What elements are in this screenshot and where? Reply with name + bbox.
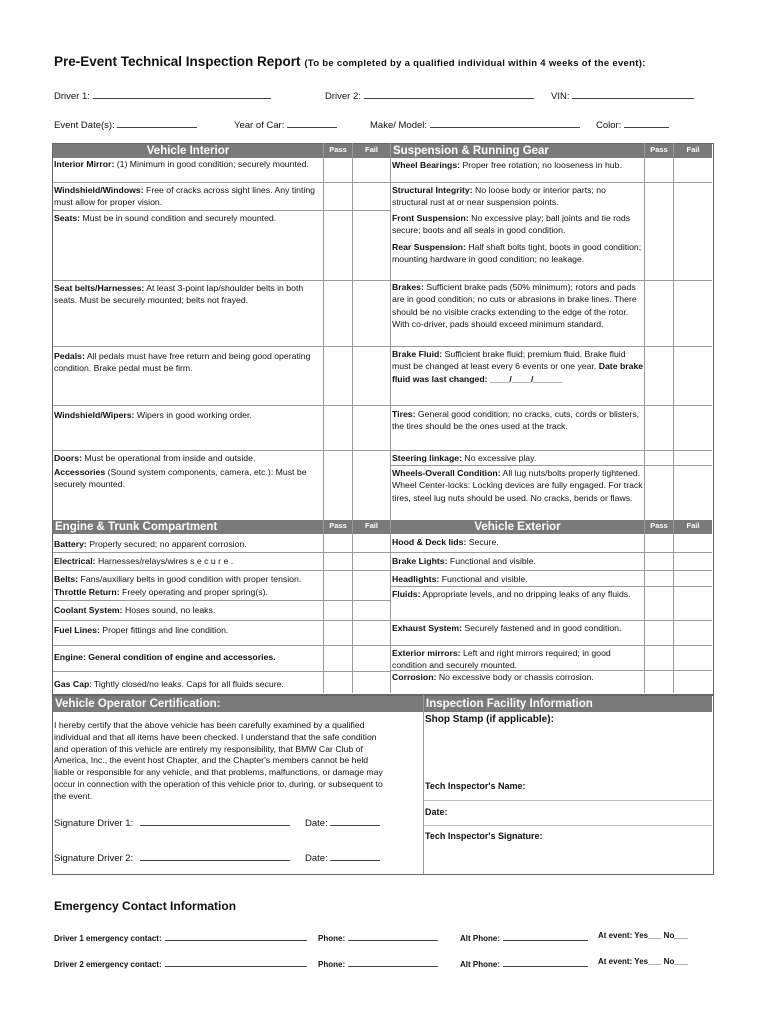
engine-heading-text: Engine & Trunk Compartment	[55, 521, 218, 533]
item-text: : Tightly closed/no leaks. Caps for all fluids secure.	[89, 679, 284, 689]
item-label: Hood & Deck lids:	[392, 537, 467, 547]
make-model-label: Make/ Model:	[370, 120, 428, 131]
item-text: Functional and visible.	[447, 556, 536, 566]
certification-heading-text: Vehicle Operator Certification:	[55, 698, 221, 710]
emergency-heading: Emergency Contact Information	[54, 899, 237, 913]
item-text: Proper free rotation; no looseness in hub.	[460, 160, 622, 170]
suspension-heading-text: Suspension & Running Gear	[393, 145, 549, 157]
item-steering-linkage	[392, 452, 644, 464]
suspension-fail-header: Fail	[674, 144, 712, 158]
item-interior-mirror	[54, 158, 322, 170]
item-text: No loose body or interior parts; no structural rust at or near suspension points.	[392, 185, 606, 208]
year-label: Year of Car:	[234, 120, 285, 131]
driver2-phone[interactable]	[318, 957, 438, 969]
item-label: Pedals:	[54, 351, 85, 361]
shop-stamp-label: Shop Stamp (if applicable):	[425, 714, 554, 725]
color-label: Color:	[596, 120, 622, 131]
driver1-label: Driver 1:	[54, 91, 90, 102]
item-corrosion	[392, 671, 644, 683]
item-text: No excessive body or chassis corrosion.	[436, 672, 594, 682]
item-text: Free of cracks across sight lines. Any tinting must allow for proper vision.	[54, 185, 316, 208]
certification-heading	[53, 696, 423, 712]
engine-fail-header: Fail	[353, 520, 390, 534]
interior-fail-header: Fail	[353, 144, 390, 158]
item-label: Seat belts/Harnesses:	[54, 283, 145, 293]
item-front-suspension	[392, 212, 644, 237]
date-label: Date:	[305, 818, 328, 829]
vehicle-interior-heading: Vehicle Interior	[53, 144, 323, 158]
item-text: Freely operating and proper spring(s).	[119, 587, 268, 597]
item-text: (Sound system components, camera, etc.): Must be securely mounted.	[54, 467, 307, 490]
driver1-alt-phone[interactable]	[460, 931, 588, 943]
signature-driver2[interactable]	[54, 851, 290, 864]
item-doors	[54, 452, 322, 464]
item-wheels	[392, 467, 644, 519]
item-fuel-lines	[54, 624, 322, 636]
facility-heading-text: Inspection Facility Information	[426, 698, 593, 710]
item-label: Fuel Lines:	[54, 625, 100, 635]
item-label: Tires:	[392, 409, 416, 419]
signature-driver1[interactable]	[54, 816, 290, 829]
item-label: Wheel Bearings:	[392, 160, 461, 170]
item-exterior-mirrors	[392, 647, 644, 672]
alt-phone-label: Alt Phone:	[460, 934, 500, 943]
title-main: Pre-Event Technical Inspection Report	[54, 54, 301, 69]
item-text: Secure.	[466, 537, 499, 547]
title-subtitle: (To be completed by a qualified individual within 4 weeks of the event):	[304, 58, 646, 69]
date-label: Date:	[305, 853, 328, 864]
phone-label: Phone:	[318, 960, 346, 969]
item-brake-lights	[392, 555, 644, 567]
signature-driver2-label: Signature Driver 2:	[54, 853, 134, 864]
item-accessories	[54, 466, 322, 491]
page-title	[54, 54, 646, 69]
item-text: Sufficient brake fluid; premium fluid. Brake fluid must be changed at least every 6 events or one year.	[392, 349, 626, 372]
item-text: General good condition; no cracks, cuts, cords or blisters, the tires should be the ones used at the track.	[392, 409, 640, 432]
item-electrical	[54, 555, 322, 567]
item-text: Fans/auxiliary belts in good condition with proper tension.	[78, 574, 302, 584]
item-label: Seats:	[54, 213, 81, 223]
item-exhaust-system	[392, 622, 644, 634]
item-coolant-system	[54, 604, 322, 616]
item-text: Functional and visible.	[439, 574, 528, 584]
vin-field[interactable]	[551, 89, 694, 102]
item-text: No excessive play; ball joints and tie rods secure; boots and all seals in good condition.	[392, 213, 631, 236]
item-brakes	[392, 281, 644, 330]
item-text: Must be operational from inside and outside.	[82, 453, 256, 463]
interior-pass-header: Pass	[324, 144, 352, 158]
item-label: Windshield/Windows:	[54, 185, 144, 195]
driver2-emergency-contact[interactable]	[54, 957, 307, 969]
item-label: Brake Lights:	[392, 556, 448, 566]
signature-driver1-date[interactable]	[305, 816, 380, 829]
certification-body: I hereby certify that the above vehicle has been carefully examined by a qualified individual and that all items have been checked. I understand that the safe condition and operation of this vehicle are entirely my responsibility, that BMW Car Club of America, Inc., the event host Chapter, and the Chapter's members cannot be held liable or responsible for any vehicle, and that problems, malfunctions, or damage may occur in connection with the operation of this vehicle prior to, during, or subsequent to the event.	[54, 720, 383, 801]
item-throttle-return	[54, 586, 322, 598]
item-text: At least 3-point lap/shoulder belts in both seats. Must be securely mounted; belts not frayed.	[54, 283, 304, 306]
at-event-label: At event: Yes___ No___	[598, 957, 688, 966]
driver2-label: Driver 2:	[325, 91, 361, 102]
brake-fluid-date: Date brake fluid was last changed: ____/____/______	[392, 361, 644, 384]
item-label: Fluids:	[392, 589, 421, 599]
color-field[interactable]	[596, 118, 669, 131]
item-text: Properly secured; no apparent corrosion.	[86, 539, 247, 549]
item-pedals	[54, 350, 314, 375]
item-label: Belts:	[54, 574, 79, 584]
exterior-pass-header: Pass	[645, 520, 673, 534]
item-label: Brakes:	[392, 282, 424, 292]
item-tires	[392, 408, 644, 433]
event-dates-label: Event Date(s):	[54, 120, 115, 131]
item-label: Electrical:	[54, 556, 96, 566]
engine-heading	[53, 520, 323, 534]
item-label: Throttle Return:	[54, 587, 120, 597]
driver2-alt-phone[interactable]	[460, 957, 588, 969]
item-fluids	[392, 588, 644, 600]
driver1-field[interactable]	[54, 89, 271, 102]
item-text: Must be in sound condition and securely mounted.	[80, 213, 277, 223]
item-text: All pedals must have free return and being good operating condition. Brake pedal must be firm.	[54, 351, 311, 374]
item-hood-deck-lids	[392, 536, 644, 548]
alt-phone-label: Alt Phone:	[460, 960, 500, 969]
engine-pass-header: Pass	[324, 520, 352, 534]
facility-date-label: Date:	[425, 807, 448, 817]
driver1-phone[interactable]	[318, 931, 438, 943]
item-label: Exterior mirrors:	[392, 648, 461, 658]
exterior-heading: Vehicle Exterior	[391, 520, 644, 534]
item-rear-suspension	[392, 241, 644, 266]
phone-label: Phone:	[318, 934, 346, 943]
item-headlights	[392, 573, 644, 585]
signature-driver2-date[interactable]	[305, 851, 380, 864]
item-label: Corrosion:	[392, 672, 437, 682]
item-text: Securely fastened and in good condition.	[462, 623, 622, 633]
item-label: Exhaust System:	[392, 623, 463, 633]
tech-inspector-name-label: Tech Inspector's Name:	[425, 781, 526, 791]
facility-heading	[424, 696, 712, 712]
item-label: Battery:	[54, 539, 87, 549]
exterior-fail-header: Fail	[674, 520, 712, 534]
driver1-emergency-contact[interactable]	[54, 931, 307, 943]
item-label: Interior Mirror:	[54, 159, 115, 169]
suspension-heading	[391, 144, 644, 158]
item-text: All lug nuts/bolts properly tightened. Wheel Center-locks: Locking devices are fully engaged. For track tires, steel lug nuts should be used. No cracks, bends or flaws.	[392, 468, 643, 503]
item-gas-cap	[54, 678, 322, 690]
item-label: Front Suspension:	[392, 213, 469, 223]
vin-label: VIN:	[551, 91, 570, 102]
item-battery	[54, 538, 322, 550]
item-label: Structural Integrity:	[392, 185, 473, 195]
item-structural-integrity	[392, 184, 644, 209]
item-brake-fluid	[392, 348, 644, 385]
item-label: Gas Cap	[54, 679, 90, 689]
driver2-field[interactable]	[325, 89, 534, 102]
signature-driver1-label: Signature Driver 1:	[54, 818, 134, 829]
item-text: (1) Minimum in good condition; securely mounted.	[114, 159, 309, 169]
item-belts	[54, 573, 322, 586]
at-event-label: At event: Yes___ No___	[598, 931, 688, 940]
make-model-field[interactable]	[370, 118, 580, 131]
item-engine	[54, 651, 322, 663]
item-text: Half shaft bolts tight, boots in good condition; mounting hardware in good condition; no leakage.	[392, 242, 642, 265]
item-label: Accessories	[54, 467, 106, 477]
item-text: Wipers in good working order.	[134, 410, 252, 420]
year-field[interactable]	[234, 118, 337, 131]
item-text: Appropriate levels, and no dripping leaks of any fluids.	[420, 589, 631, 599]
event-dates-field[interactable]	[54, 118, 197, 131]
item-text: Sufficient brake pads (50% minimum); rotors and pads are in good condition; no cuts or abrasions in brake lines. There should be no visible cracks extending to the edge of the rotor. With co-driver, pads should exceed minimum standard.	[392, 282, 637, 329]
driver1-emergency-label: Driver 1 emergency contact:	[54, 934, 162, 943]
item-label: Steering linkage:	[392, 453, 463, 463]
item-text: Left and right mirrors required; in good condition and securely mounted.	[392, 648, 611, 671]
driver2-emergency-label: Driver 2 emergency contact:	[54, 960, 162, 969]
item-text: No excessive play.	[462, 453, 537, 463]
item-label: Doors:	[54, 453, 82, 463]
suspension-pass-header: Pass	[645, 144, 673, 158]
item-text: Proper fittings and line condition.	[99, 625, 229, 635]
item-windshield-windows	[54, 184, 322, 209]
driver1-at-event[interactable]	[598, 931, 688, 940]
item-label: Coolant System:	[54, 605, 123, 615]
item-windshield-wipers	[54, 409, 322, 421]
item-label: Rear Suspension:	[392, 242, 466, 252]
item-label: Headlights:	[392, 574, 440, 584]
item-seats	[54, 212, 322, 224]
item-label: Engine: General condition of engine and accessories.	[54, 652, 276, 662]
tech-inspector-signature-label: Tech Inspector's Signature:	[425, 831, 543, 841]
driver2-at-event[interactable]	[598, 957, 688, 966]
item-text: Harnesses/relays/wires s e c u r e .	[95, 556, 234, 566]
item-wheel-bearings	[392, 159, 644, 171]
item-text: Hoses sound, no leaks.	[122, 605, 216, 615]
item-label: Brake Fluid:	[392, 349, 443, 359]
item-seat-belts	[54, 282, 322, 307]
item-label: Windshield/Wipers:	[54, 410, 135, 420]
item-label: Wheels-Overall Condition:	[392, 468, 501, 478]
